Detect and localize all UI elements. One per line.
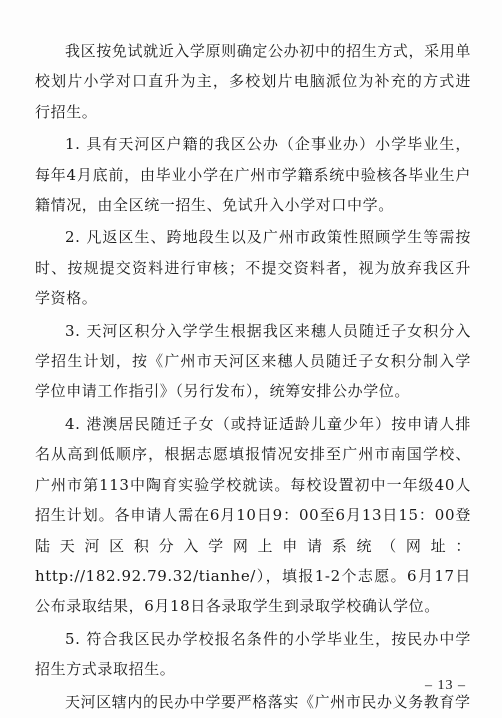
- item-1-paragraph: 1. 具有天河区户籍的我区公办（企事业办）小学毕业生，每年4月底前，由毕业小学在广州市学籍系统中验核各毕业生户籍情况，由全区统一招生、免试升入小学对口中学。: [35, 135, 471, 215]
- item-2-paragraph: 2. 凡返区生、跨地段生以及广州市政策性照顾学生等需按时、按规提交资料进行审核；不提交资料者，视为放弃我区升学资格。: [35, 228, 471, 308]
- item-3-paragraph: 3. 天河区积分入学学生根据我区来穗人员随迁子女积分入学招生计划，按《广州市天河区来穗人员随迁子女积分制入学学位申请工作指引》（另行发布），统筹安排公办学位。: [35, 321, 471, 401]
- page-number: – 13 –: [425, 678, 466, 693]
- intro-paragraph: 我区按免试就近入学原则确定公办初中的招生方式，采用单校划片小学对口直升为主，多校划片电脑派位为补充的方式进行招生。: [35, 42, 471, 121]
- document-body: [35, 36, 471, 719]
- closing-paragraph: 天河区辖内的民办中学要严格落实《广州市民办义务教育学: [65, 692, 471, 711]
- item-4-paragraph: 4. 港澳居民随迁子女（或持证适龄儿童少年）按申请人排名从高到低顺序，根据志愿填报情况安排至广州市南国学校、广州市第113中陶育实验学校就读。每校设置初中一年级40人招生计划。各申请人需在6月10日9：00至6月13日15：00登陆天河区积分入学网上申请系统（网址：http://182.92.79.32/tianhe/），填报1-2个志愿。6月17日公布录取结果，6月18日各录取学生到录取学校确认学位。: [35, 414, 471, 616]
- item-5-paragraph: 5. 符合我区民办学校报名条件的小学毕业生，按民办中学招生方式录取招生。: [35, 629, 471, 679]
